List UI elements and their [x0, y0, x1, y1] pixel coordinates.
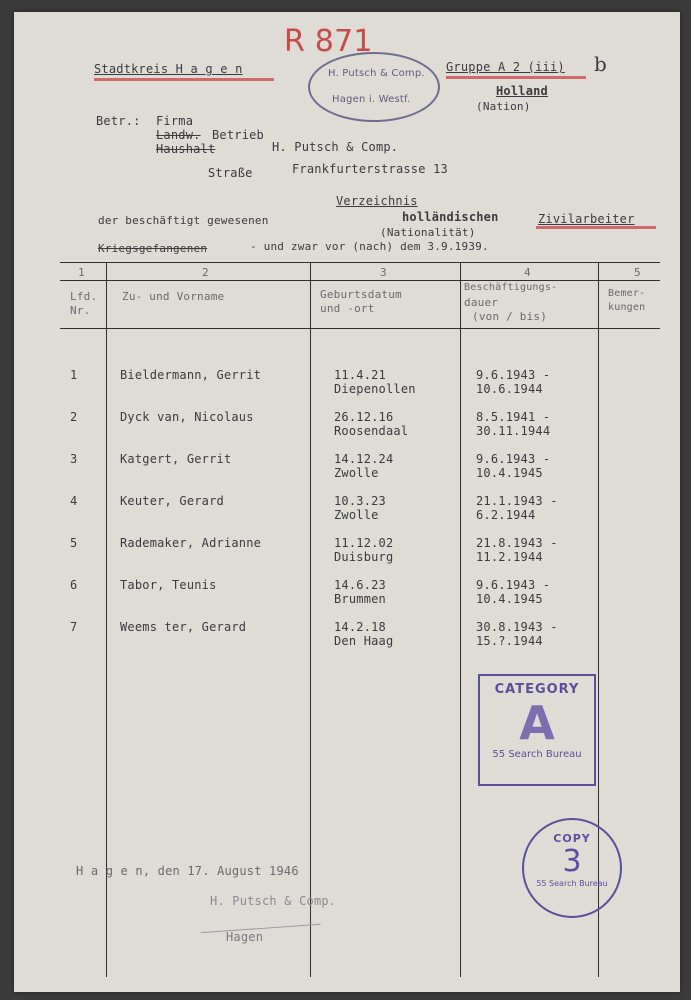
row-to: 10.6.1944	[476, 382, 543, 396]
landw-struck: Landw.	[156, 128, 201, 142]
nation-value: Holland	[496, 84, 548, 98]
row-birth-date: 11.12.02	[334, 536, 394, 550]
title-line2-suffix: - und zwar vor (nach) dem 3.9.1939.	[250, 240, 489, 253]
row-number: 7	[70, 620, 78, 634]
row-birth-place: Zwolle	[334, 508, 379, 522]
row-to: 15.?.1944	[476, 634, 543, 648]
betrieb-label: Betrieb	[212, 128, 264, 142]
row-name: Weems ter, Gerard	[120, 620, 247, 634]
row-birth-place: Duisburg	[334, 550, 394, 564]
betr-label: Betr.:	[96, 114, 141, 128]
row-from: 9.6.1943 -	[476, 578, 551, 592]
row-to: 30.11.1944	[476, 424, 551, 438]
column-divider	[460, 262, 461, 977]
copy-stamp-number: 3	[562, 844, 582, 879]
header-duration: Beschäftigungs-	[464, 282, 558, 293]
row-birth-place: Den Haag	[334, 634, 394, 648]
header-remarks-2: kungen	[608, 302, 646, 313]
document-page	[14, 12, 680, 992]
archive-mark: R 871	[284, 24, 373, 59]
row-name: Dyck van, Nicolaus	[120, 410, 254, 424]
column-divider	[310, 262, 311, 977]
header-nr: Nr.	[70, 304, 91, 317]
row-number: 5	[70, 536, 78, 550]
copy-stamp-bureau: 55 Search Bureau	[536, 879, 608, 888]
col-number: 5	[634, 266, 641, 279]
header-remarks: Bemer-	[608, 288, 646, 299]
row-number: 6	[70, 578, 78, 592]
row-birth-date: 14.12.24	[334, 452, 394, 466]
header-duration-2: dauer	[464, 296, 499, 309]
category-stamp	[478, 674, 596, 786]
copy-stamp-title: COPY	[553, 832, 591, 845]
row-birth-date: 10.3.23	[334, 494, 386, 508]
row-number: 3	[70, 452, 78, 466]
firm-stamp-line2: Hagen i. Westf.	[332, 94, 411, 105]
haushalt-struck: Haushalt	[156, 142, 216, 156]
row-to: 10.4.1945	[476, 466, 543, 480]
row-from: 8.5.1941 -	[476, 410, 551, 424]
row-to: 11.2.1944	[476, 550, 543, 564]
row-from: 21.1.1943 -	[476, 494, 558, 508]
firm-name: H. Putsch & Comp.	[272, 140, 399, 154]
header-birth-place: und -ort	[320, 302, 375, 315]
row-from: 21.8.1943 -	[476, 536, 558, 550]
kriegsgefangenen-struck: Kriegsgefangenen	[98, 242, 208, 255]
header-lfd: Lfd.	[70, 290, 98, 303]
header-duration-3: (von / bis)	[472, 310, 548, 323]
row-birth-place: Zwolle	[334, 466, 379, 480]
row-name: Bieldermann, Gerrit	[120, 368, 262, 382]
header-birth: Geburtsdatum	[320, 288, 402, 301]
firma-label: Firma	[156, 114, 194, 128]
red-underline	[536, 226, 656, 229]
nation-label: (Nation)	[476, 100, 531, 113]
signature-firm: H. Putsch & Comp.	[210, 894, 337, 908]
red-underline	[446, 76, 586, 79]
row-birth-date: 14.2.18	[334, 620, 386, 634]
gruppe-label: Gruppe A 2 (iii)	[446, 60, 565, 74]
signature-city: Hagen	[226, 930, 264, 944]
col-number: 1	[78, 266, 85, 279]
document-heading: Verzeichnis	[336, 194, 418, 208]
row-birth-date: 26.12.16	[334, 410, 394, 424]
row-from: 9.6.1943 -	[476, 368, 551, 382]
firm-oval-stamp	[308, 52, 440, 122]
category-value: Zivilarbeiter	[538, 212, 635, 226]
table-number-line	[60, 280, 660, 281]
firm-stamp-line1: H. Putsch & Comp.	[328, 68, 425, 79]
row-number: 2	[70, 410, 78, 424]
col-number: 3	[380, 266, 387, 279]
row-birth-date: 14.6.23	[334, 578, 386, 592]
stadtkreis-label: Stadtkreis H a g e n	[94, 62, 243, 76]
footer-date-line: H a g e n, den 17. August 1946	[76, 864, 299, 878]
strasse-value: Frankfurterstrasse 13	[292, 162, 448, 176]
col-number: 2	[202, 266, 209, 279]
row-birth-place: Diepenollen	[334, 382, 416, 396]
row-name: Rademaker, Adrianne	[120, 536, 262, 550]
table-top-line	[60, 262, 660, 263]
header-name: Zu- und Vorname	[122, 290, 225, 303]
row-number: 4	[70, 494, 78, 508]
category-stamp-letter: A	[519, 696, 555, 750]
row-from: 30.8.1943 -	[476, 620, 558, 634]
col-number: 4	[524, 266, 531, 279]
category-stamp-bureau: 55 Search Bureau	[492, 749, 582, 760]
row-birth-date: 11.4.21	[334, 368, 386, 382]
nationality-label: (Nationalität)	[380, 226, 476, 239]
row-to: 6.2.1944	[476, 508, 536, 522]
nationality-value: holländischen	[402, 210, 499, 224]
category-stamp-title: CATEGORY	[494, 682, 580, 697]
row-number: 1	[70, 368, 78, 382]
row-name: Katgert, Gerrit	[120, 452, 232, 466]
row-birth-place: Brummen	[334, 592, 386, 606]
title-line1-prefix: der beschäftigt gewesenen	[98, 214, 269, 227]
row-birth-place: Roosendaal	[334, 424, 409, 438]
row-to: 10.4.1945	[476, 592, 543, 606]
table-header-line	[60, 328, 660, 329]
strasse-label: Straße	[208, 166, 253, 180]
row-from: 9.6.1943 -	[476, 452, 551, 466]
copy-stamp	[522, 818, 622, 918]
row-name: Keuter, Gerard	[120, 494, 224, 508]
gruppe-handwritten-mark: b	[594, 52, 608, 76]
row-name: Tabor, Teunis	[120, 578, 217, 592]
red-underline	[94, 78, 274, 81]
